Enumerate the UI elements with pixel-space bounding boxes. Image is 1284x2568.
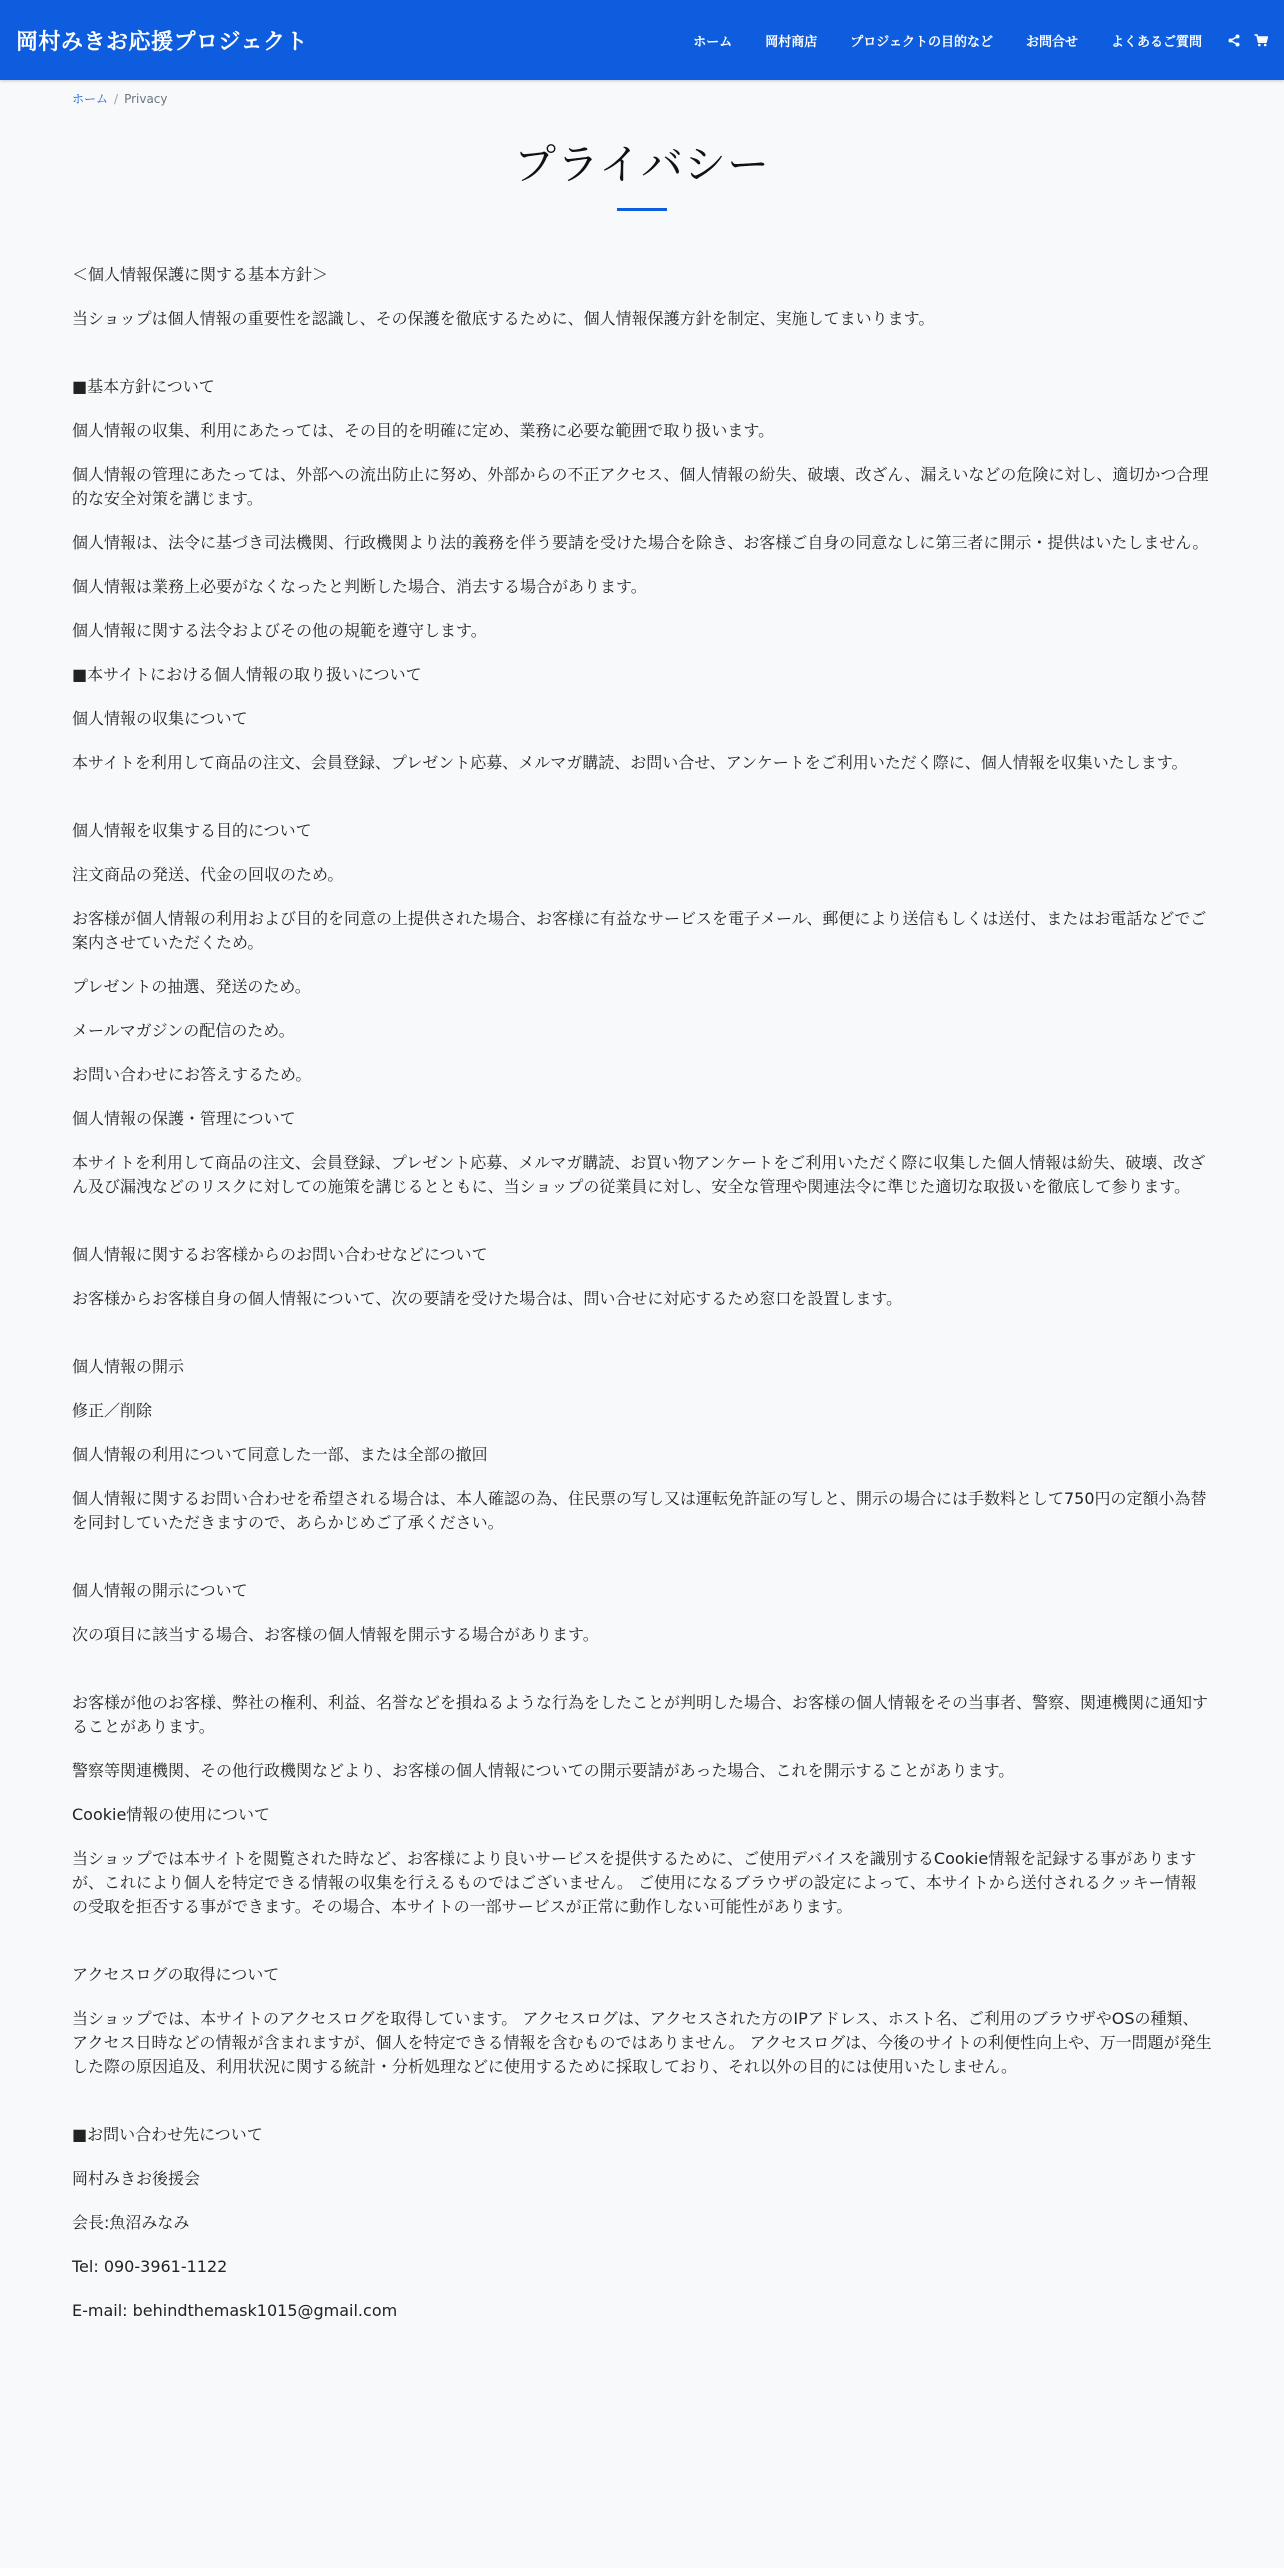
main-nav: [660, 31, 1268, 50]
contact-email: E-mail: behindthemask1015@gmail.com: [72, 2301, 398, 2320]
nav-faq[interactable]: よくあるご質問: [1110, 34, 1202, 50]
policy-paragraph: 当ショップは個人情報の重要性を認識し、その保護を徹底するために、個人情報保護方針を制定、実施してまいります。: [72, 309, 935, 328]
breadcrumb-separator: /: [114, 92, 119, 106]
policy-paragraph: 個人情報に関する法令およびその他の規範を遵守します。: [72, 621, 487, 640]
breadcrumb: [72, 80, 1212, 110]
policy-paragraph: 個人情報の利用について同意した一部、または全部の撤回: [72, 1445, 488, 1464]
policy-paragraph: お客様が他のお客様、弊社の権利、利益、名誉などを損ねるような行為をしたことが判明した場合、お客様の個人情報をその当事者、警察、関連機関に通知することがあります。: [72, 1693, 1209, 1736]
policy-paragraph: 警察等関連機関、その他行政機関などより、お客様の個人情報についての開示要請があった場合、これを開示することがあります。: [72, 1761, 1015, 1780]
subsection-heading: 個人情報に関するお客様からのお問い合わせなどについて: [72, 1245, 488, 1264]
subsection-heading: 個人情報の開示について: [72, 1581, 248, 1600]
privacy-policy-body: [72, 263, 1212, 2323]
contact-organization: 岡村みきお後援会: [72, 2169, 201, 2188]
share-icon[interactable]: [1228, 34, 1240, 47]
section-heading: ■基本方針について: [72, 377, 215, 396]
main-content: [72, 80, 1212, 2343]
contact-chair: 会長:魚沼みなみ: [72, 2213, 190, 2232]
section-heading: ■本サイトにおける個人情報の取り扱いについて: [72, 665, 422, 684]
policy-paragraph: お客様からお客様自身の個人情報について、次の要請を受けた場合は、問い合せに対応するため窓口を設置します。: [72, 1289, 903, 1308]
policy-paragraph: 当ショップでは、本サイトのアクセスログを取得しています。 アクセスログは、アクセスされた方のIPアドレス、ホスト名、ご利用のブラウザやOSの種類、アクセス日時などの情報が含まれますが、個人を特定できる情報を含むものではありません。 アクセスログは、今後のサイトの利便性向上や、万一問題が発生した際の原因追及、利用状況に関する統計・分析処理などに使用するために採取しており、それ以外の目的には使用いたしません。: [72, 2009, 1212, 2076]
policy-paragraph: 当ショップでは本サイトを閲覧された時など、お客様により良いサービスを提供するために、ご使用デバイスを識別するCookie情報を記録する事がありますが、これにより個人を特定できる情報の収集を行えるものではございません。 ご使用になるブラウザの設定によって、本サイトから送付されるクッキー情報の受取を拒否する事ができます。その場合、本サイトの一部サービスが正常に動作しない可能性があります。: [72, 1849, 1197, 1916]
policy-paragraph: メールマガジンの配信のため。: [72, 1021, 295, 1040]
policy-paragraph: 個人情報の管理にあたっては、外部への流出防止に努め、外部からの不正アクセス、個人情報の紛失、破壊、改ざん、漏えいなどの危険に対し、適切かつ合理的な安全対策を講じます。: [72, 465, 1209, 508]
site-brand[interactable]: 岡村みきお応援プロジェクト: [16, 29, 309, 55]
nav-project-purpose[interactable]: プロジェクトの目的など: [850, 34, 993, 50]
policy-paragraph: 注文商品の発送、代金の回収のため。: [72, 865, 344, 884]
policy-paragraph: 修正／削除: [72, 1401, 153, 1420]
breadcrumb-current: Privacy: [124, 92, 168, 106]
policy-paragraph: 個人情報は、法令に基づき司法機関、行政機関より法的義務を伴う要請を受けた場合を除き、お客様ご自身の同意なしに第三者に開示・提供はいたしません。: [72, 533, 1209, 552]
contact-phone: Tel: 090-3961-1122: [72, 2257, 228, 2276]
policy-paragraph: 個人情報の収集、利用にあたっては、その目的を明確に定め、業務に必要な範囲で取り扱います。: [72, 421, 775, 440]
nav-contact[interactable]: お問合せ: [1025, 34, 1078, 50]
cart-icon[interactable]: [1254, 34, 1268, 47]
policy-paragraph: 次の項目に該当する場合、お客様の個人情報を開示する場合があります。: [72, 1625, 599, 1644]
nav-okamura-shop[interactable]: 岡村商店: [765, 34, 818, 50]
policy-paragraph: 本サイトを利用して商品の注文、会員登録、プレゼント応募、メルマガ購読、お問い合せ、アンケートをご利用いただく際に、個人情報を収集いたします。: [72, 753, 1188, 772]
policy-paragraph: 個人情報は業務上必要がなくなったと判断した場合、消去する場合があります。: [72, 577, 647, 596]
policy-paragraph: 本サイトを利用して商品の注文、会員登録、プレゼント応募、メルマガ購読、お買い物アンケートをご利用いただく際に収集した個人情報は紛失、破壊、改ざん及び漏洩などのリスクに対しての施策を講じるとともに、当ショップの従業員に対し、安全な管理や関連法令に準じた適切な取扱いを徹底して参ります。: [72, 1153, 1206, 1196]
top-navbar: [0, 0, 1284, 80]
title-underline: [617, 208, 667, 211]
policy-paragraph: 個人情報の開示: [72, 1357, 185, 1376]
policy-heading: ＜個人情報保護に関する基本方針＞: [72, 265, 329, 284]
page-title: プライバシー: [514, 140, 770, 189]
nav-home[interactable]: ホーム: [693, 34, 733, 50]
subsection-heading: Cookie情報の使用について: [72, 1805, 270, 1824]
policy-paragraph: お客様が個人情報の利用および目的を同意の上提供された場合、お客様に有益なサービスを電子メール、郵便により送信もしくは送付、またはお電話などでご案内させていただくため。: [72, 909, 1207, 952]
policy-paragraph: プレゼントの抽選、発送のため。: [72, 977, 311, 996]
subsection-heading: 個人情報を収集する目的について: [72, 821, 312, 840]
breadcrumb-home[interactable]: ホーム: [72, 92, 109, 106]
subsection-heading: 個人情報の収集について: [72, 709, 248, 728]
subsection-heading: 個人情報の保護・管理について: [72, 1109, 296, 1128]
policy-paragraph: お問い合わせにお答えするため。: [72, 1065, 312, 1084]
section-heading: ■お問い合わせ先について: [72, 2125, 263, 2144]
subsection-heading: アクセスログの取得について: [72, 1965, 280, 1984]
policy-paragraph: 個人情報に関するお問い合わせを希望される場合は、本人確認の為、住民票の写し又は運転免許証の写しと、開示の場合には手数料として750円の定額小為替を同封していただきますので、あらかじめご了承ください。: [72, 1489, 1207, 1532]
